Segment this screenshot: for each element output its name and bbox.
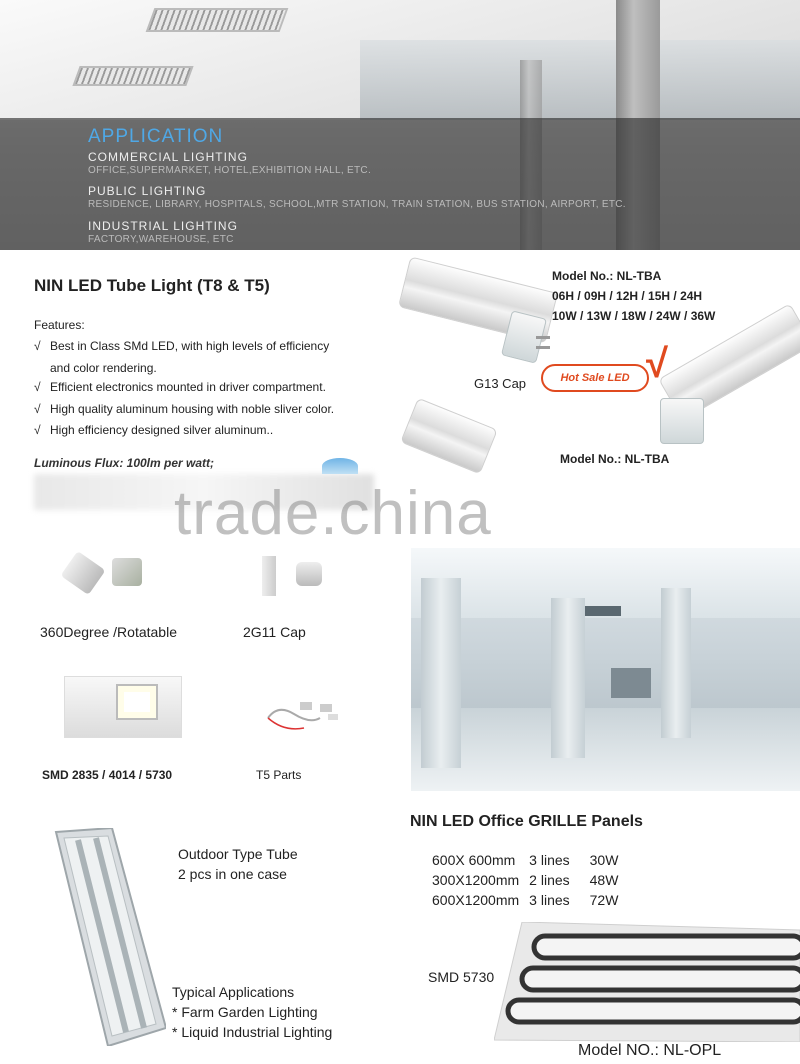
check-icon: √: [34, 423, 41, 437]
check-icon: √: [34, 380, 41, 394]
panel-spec-table: [432, 850, 628, 910]
pin-icon: [536, 336, 550, 339]
feature-item: √ Best in Class SMd LED, with high levels of efficiency: [34, 339, 330, 353]
panel-section-title: NIN LED Office GRILLE Panels: [410, 813, 643, 830]
feature-item: √ Efficient electronics mounted in driver compartment.: [34, 380, 326, 394]
table-row: 300X1200mm 2 lines 48W: [432, 872, 619, 888]
public-detail: RESIDENCE, LIBRARY, HOSPITALS, SCHOOL,MTR STATION, TRAIN STATION, BUS STATION, AIRPORT, ETC.: [88, 199, 626, 210]
hot-sale-badge: Hot Sale LED: [541, 364, 649, 392]
list-item: * Liquid Industrial Lighting: [172, 1024, 333, 1040]
application-title: APPLICATION: [88, 126, 224, 147]
smd-label: SMD 2835 / 4014 / 5730: [42, 768, 173, 782]
application-banner: [0, 0, 800, 250]
public-heading: PUBLIC LIGHTING: [88, 184, 207, 198]
t5-parts-image: [264, 700, 344, 736]
rotatable-end-image: [112, 558, 142, 586]
panel-model-label: Model NO.: NL-OPL: [578, 1042, 722, 1059]
t5-parts-label: T5 Parts: [256, 768, 302, 782]
table-row: 600X 600mm 3 lines 30W: [432, 852, 619, 868]
rotatable-label: 360Degree /Rotatable: [40, 624, 177, 640]
industrial-heading: INDUSTRIAL LIGHTING: [88, 219, 238, 233]
2g11-label: 2G11 Cap: [243, 624, 306, 640]
led-dome-icon: [322, 458, 358, 474]
check-icon: √: [34, 402, 41, 416]
2g11-cap-image: [296, 562, 322, 586]
tube-section-title: NIN LED Tube Light (T8 & T5): [34, 276, 270, 295]
2g11-tube-image: [262, 556, 276, 596]
features-label: Features:: [34, 318, 85, 332]
commercial-detail: OFFICE,SUPERMARKET, HOTEL,EXHIBITION HALL, ETC.: [88, 165, 372, 176]
model-spec-bottom: Model No.: NL-TBA: [560, 452, 670, 466]
typical-applications: Typical Applications * Farm Garden Lighting * Liquid Industrial Lighting: [172, 984, 333, 1040]
check-icon: √: [34, 339, 41, 353]
led-chip-icon: [116, 684, 158, 720]
watermark: trade.china: [174, 479, 492, 548]
ceiling-grille-light: [146, 8, 289, 32]
pin-icon: [536, 346, 550, 349]
outdoor-description: Outdoor Type Tube 2 pcs in one case: [178, 846, 298, 882]
office-panel-image: [494, 922, 800, 1042]
window-glass: [360, 40, 800, 120]
panel-smd-label: SMD 5730: [428, 969, 495, 985]
industrial-detail: FACTORY,WAREHOUSE, ETC: [88, 234, 234, 245]
feature-item: and color rendering.: [50, 361, 157, 375]
checkmark-icon: √: [646, 342, 668, 386]
rotatable-tube-image: [60, 551, 105, 595]
feature-item: √ High efficiency designed silver aluminum..: [34, 423, 274, 437]
table-row: 600X1200mm 3 lines 72W: [432, 892, 619, 908]
luminous-flux: Luminous Flux: 100lm per watt;: [34, 456, 215, 470]
feature-item: √ High quality aluminum housing with noble sliver color.: [34, 402, 335, 416]
model-spec-top: Model No.: NL-TBA 06H / 09H / 12H / 15H / 24H 10W / 13W / 18W / 24W / 36W: [552, 269, 716, 323]
ceiling-grille-light: [72, 66, 193, 86]
t8-tube-image: [400, 398, 498, 475]
interior-photo: [411, 548, 800, 791]
g13-cap-label: G13 Cap: [474, 376, 527, 391]
list-item: * Farm Garden Lighting: [172, 1004, 318, 1020]
outdoor-tube-image: [48, 828, 166, 1046]
t5-endcap-image: [660, 398, 704, 444]
commercial-heading: COMMERCIAL LIGHTING: [88, 150, 248, 164]
